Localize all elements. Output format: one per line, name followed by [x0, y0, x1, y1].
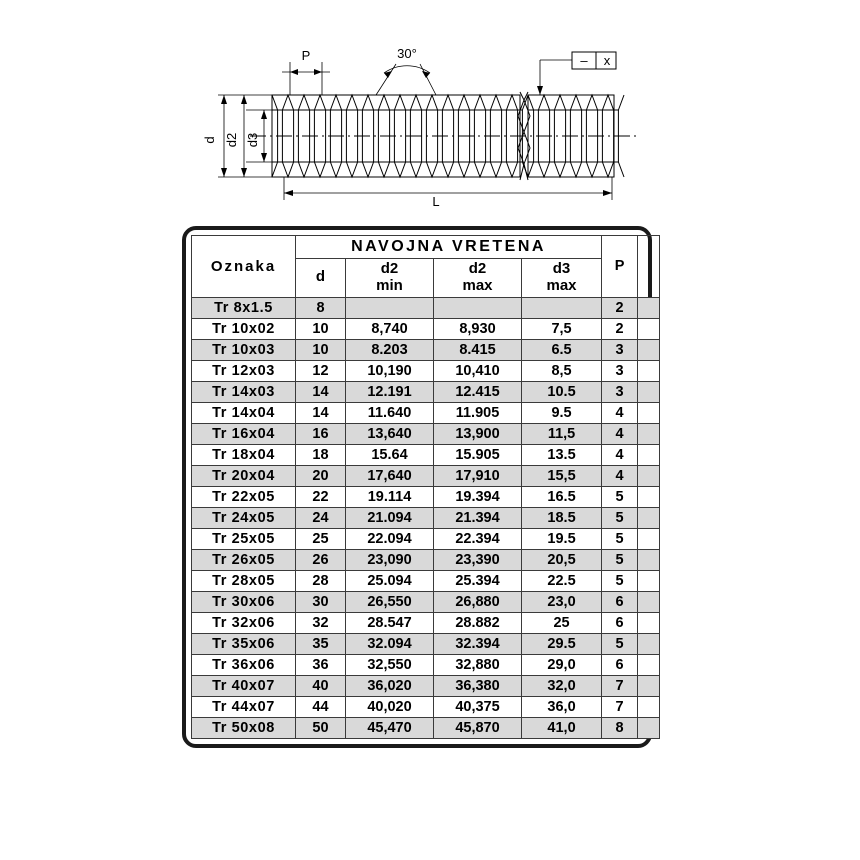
- cell-d2-max: 36,380: [434, 675, 522, 696]
- threaded-spindle-table: [191, 235, 660, 739]
- cell-d3-max: 41,0: [522, 717, 602, 738]
- label-datum: x: [603, 53, 611, 68]
- cell-spare: [638, 654, 660, 675]
- cell-d: 40: [296, 675, 346, 696]
- cell-d3-max: [522, 297, 602, 318]
- cell-pitch: 6: [602, 654, 638, 675]
- cell-d2-min: 10,190: [346, 360, 434, 381]
- header-d2max-line2: max: [462, 276, 493, 294]
- cell-d2-max: 17,910: [434, 465, 522, 486]
- cell-d3-max: 9.5: [522, 402, 602, 423]
- cell-d3-max: 29,0: [522, 654, 602, 675]
- cell-d: 14: [296, 402, 346, 423]
- cell-spare: [638, 570, 660, 591]
- cell-d: 50: [296, 717, 346, 738]
- header-d3max-line1: d3: [552, 260, 571, 277]
- cell-pitch: 5: [602, 486, 638, 507]
- cell-d: 16: [296, 423, 346, 444]
- header-d2-min: [346, 259, 434, 298]
- table-row: [192, 633, 660, 654]
- cell-pitch: 3: [602, 360, 638, 381]
- cell-d: 22: [296, 486, 346, 507]
- cell-d3-max: 13.5: [522, 444, 602, 465]
- cell-d2-min: 32.094: [346, 633, 434, 654]
- cell-d2-min: 8,740: [346, 318, 434, 339]
- cell-spare: [638, 717, 660, 738]
- cell-pitch: 6: [602, 612, 638, 633]
- cell-spare: [638, 549, 660, 570]
- cell-spare: [638, 486, 660, 507]
- cell-d2-max: 23,390: [434, 549, 522, 570]
- cell-designation: Tr 28x05: [192, 570, 296, 591]
- table-row: [192, 444, 660, 465]
- label-datum-prefix: –: [580, 53, 588, 68]
- spec-table-container: [182, 226, 652, 748]
- cell-d2-min: 36,020: [346, 675, 434, 696]
- cell-d3-max: 29.5: [522, 633, 602, 654]
- table-row: [192, 549, 660, 570]
- cell-pitch: 4: [602, 444, 638, 465]
- cell-d3-max: 25: [522, 612, 602, 633]
- cell-d2-min: 11.640: [346, 402, 434, 423]
- table-row: [192, 318, 660, 339]
- cell-d2-max: 28.882: [434, 612, 522, 633]
- cell-d2-min: 25.094: [346, 570, 434, 591]
- cell-d2-max: 25.394: [434, 570, 522, 591]
- header-d2-max: [434, 259, 522, 298]
- table-row: [192, 360, 660, 381]
- cell-d2-min: 40,020: [346, 696, 434, 717]
- cell-d2-min: 23,090: [346, 549, 434, 570]
- cell-spare: [638, 360, 660, 381]
- cell-pitch: 5: [602, 549, 638, 570]
- table-row: [192, 570, 660, 591]
- cell-d: 24: [296, 507, 346, 528]
- header-d3max-line2: max: [546, 276, 577, 294]
- cell-d3-max: 7,5: [522, 318, 602, 339]
- cell-spare: [638, 465, 660, 486]
- cell-designation: Tr 18x04: [192, 444, 296, 465]
- table-row: [192, 696, 660, 717]
- header-oznaka: Oznaka: [192, 236, 296, 298]
- label-d: d: [202, 136, 217, 144]
- table-row: [192, 402, 660, 423]
- cell-pitch: 3: [602, 381, 638, 402]
- cell-d2-max: 45,870: [434, 717, 522, 738]
- cell-designation: Tr 40x07: [192, 675, 296, 696]
- cell-d2-max: 8,930: [434, 318, 522, 339]
- cell-d2-min: 8.203: [346, 339, 434, 360]
- table-row: [192, 297, 660, 318]
- cell-d2-max: 32,880: [434, 654, 522, 675]
- header-p-label: P: [614, 258, 625, 275]
- cell-spare: [638, 507, 660, 528]
- table-title: NAVOJNA VRETENA: [296, 236, 602, 259]
- cell-d2-max: 8.415: [434, 339, 522, 360]
- cell-d2-min: 45,470: [346, 717, 434, 738]
- cell-designation: Tr 44x07: [192, 696, 296, 717]
- header-d2min-line2: min: [376, 276, 403, 294]
- label-d3: d3: [245, 132, 260, 148]
- cell-d: 35: [296, 633, 346, 654]
- table-row: [192, 423, 660, 444]
- cell-pitch: 7: [602, 675, 638, 696]
- cell-d3-max: 16.5: [522, 486, 602, 507]
- cell-d2-min: 22.094: [346, 528, 434, 549]
- label-length: L: [432, 194, 440, 209]
- table-row: [192, 654, 660, 675]
- cell-d: 10: [296, 339, 346, 360]
- table-row: [192, 675, 660, 696]
- cell-d: 8: [296, 297, 346, 318]
- cell-spare: [638, 381, 660, 402]
- header-p: [602, 236, 638, 298]
- table-title-row: [192, 236, 660, 259]
- cell-spare: [638, 696, 660, 717]
- cell-d: 25: [296, 528, 346, 549]
- cell-d2-max: 32.394: [434, 633, 522, 654]
- cell-spare: [638, 444, 660, 465]
- table-row: [192, 528, 660, 549]
- label-d2: d2: [224, 132, 239, 148]
- cell-d2-max: 22.394: [434, 528, 522, 549]
- label-pitch: P: [301, 48, 311, 63]
- cell-designation: Tr 22x05: [192, 486, 296, 507]
- table-body: [192, 297, 660, 738]
- cell-d2-max: 19.394: [434, 486, 522, 507]
- cell-d2-max: 40,375: [434, 696, 522, 717]
- header-d2max-line1: d2: [468, 260, 487, 277]
- header-d: [296, 259, 346, 298]
- cell-designation: Tr 32x06: [192, 612, 296, 633]
- cell-d2-max: 11.905: [434, 402, 522, 423]
- cell-d: 30: [296, 591, 346, 612]
- cell-spare: [638, 297, 660, 318]
- cell-pitch: 5: [602, 528, 638, 549]
- cell-d3-max: 20,5: [522, 549, 602, 570]
- header-d2min-line1: d2: [380, 260, 399, 277]
- cell-designation: Tr 12x03: [192, 360, 296, 381]
- cell-d3-max: 22.5: [522, 570, 602, 591]
- cell-designation: Tr 14x04: [192, 402, 296, 423]
- cell-designation: Tr 20x04: [192, 465, 296, 486]
- cell-d: 32: [296, 612, 346, 633]
- table-row: [192, 612, 660, 633]
- cell-d2-min: 28.547: [346, 612, 434, 633]
- cell-d2-min: 15.64: [346, 444, 434, 465]
- cell-designation: Tr 30x06: [192, 591, 296, 612]
- cell-d: 36: [296, 654, 346, 675]
- cell-d3-max: 10.5: [522, 381, 602, 402]
- cell-d: 26: [296, 549, 346, 570]
- cell-d3-max: 19.5: [522, 528, 602, 549]
- cell-spare: [638, 612, 660, 633]
- cell-pitch: 8: [602, 717, 638, 738]
- cell-d2-min: [346, 297, 434, 318]
- cell-d: 18: [296, 444, 346, 465]
- threaded-spindle-drawing: [0, 0, 860, 215]
- cell-pitch: 5: [602, 507, 638, 528]
- cell-d2-max: [434, 297, 522, 318]
- cell-d2-min: 26,550: [346, 591, 434, 612]
- cell-pitch: 4: [602, 402, 638, 423]
- cell-pitch: 3: [602, 339, 638, 360]
- cell-pitch: 6: [602, 591, 638, 612]
- cell-spare: [638, 423, 660, 444]
- cell-pitch: 2: [602, 297, 638, 318]
- cell-d: 44: [296, 696, 346, 717]
- cell-spare: [638, 402, 660, 423]
- cell-d3-max: 6.5: [522, 339, 602, 360]
- table-row: [192, 465, 660, 486]
- cell-pitch: 5: [602, 570, 638, 591]
- cell-d2-min: 17,640: [346, 465, 434, 486]
- cell-pitch: 4: [602, 465, 638, 486]
- cell-d2-max: 10,410: [434, 360, 522, 381]
- table-row: [192, 339, 660, 360]
- cell-d3-max: 36,0: [522, 696, 602, 717]
- header-d3-max: [522, 259, 602, 298]
- cell-designation: Tr 50x08: [192, 717, 296, 738]
- cell-spare: [638, 318, 660, 339]
- cell-designation: Tr 16x04: [192, 423, 296, 444]
- cell-spare: [638, 633, 660, 654]
- cell-designation: Tr 10x03: [192, 339, 296, 360]
- cell-spare: [638, 591, 660, 612]
- cell-designation: Tr 26x05: [192, 549, 296, 570]
- cell-d3-max: 15,5: [522, 465, 602, 486]
- cell-designation: Tr 24x05: [192, 507, 296, 528]
- cell-d3-max: 23,0: [522, 591, 602, 612]
- header-d-line1: d: [315, 268, 326, 286]
- cell-d: 10: [296, 318, 346, 339]
- cell-designation: Tr 25x05: [192, 528, 296, 549]
- cell-d2-max: 12.415: [434, 381, 522, 402]
- cell-d: 12: [296, 360, 346, 381]
- table-row: [192, 381, 660, 402]
- table-row: [192, 591, 660, 612]
- cell-d3-max: 11,5: [522, 423, 602, 444]
- cell-pitch: 5: [602, 633, 638, 654]
- header-spare: [638, 236, 660, 298]
- cell-d2-max: 26,880: [434, 591, 522, 612]
- cell-d: 20: [296, 465, 346, 486]
- cell-spare: [638, 339, 660, 360]
- cell-designation: Tr 8x1.5: [192, 297, 296, 318]
- cell-d3-max: 32,0: [522, 675, 602, 696]
- table-row: [192, 486, 660, 507]
- cell-pitch: 7: [602, 696, 638, 717]
- cell-pitch: 2: [602, 318, 638, 339]
- cell-d2-max: 13,900: [434, 423, 522, 444]
- table-row: [192, 507, 660, 528]
- cell-d2-min: 19.114: [346, 486, 434, 507]
- cell-d2-max: 21.394: [434, 507, 522, 528]
- cell-d2-min: 12.191: [346, 381, 434, 402]
- cell-d: 14: [296, 381, 346, 402]
- cell-designation: Tr 36x06: [192, 654, 296, 675]
- cell-d2-min: 21.094: [346, 507, 434, 528]
- table-row: [192, 717, 660, 738]
- cell-pitch: 4: [602, 423, 638, 444]
- cell-designation: Tr 35x06: [192, 633, 296, 654]
- cell-designation: Tr 14x03: [192, 381, 296, 402]
- cell-d2-max: 15.905: [434, 444, 522, 465]
- cell-d3-max: 18.5: [522, 507, 602, 528]
- cell-d: 28: [296, 570, 346, 591]
- cell-spare: [638, 675, 660, 696]
- cell-d2-min: 13,640: [346, 423, 434, 444]
- cell-spare: [638, 528, 660, 549]
- table-header: [192, 236, 660, 298]
- label-angle: 30°: [397, 46, 417, 61]
- cell-designation: Tr 10x02: [192, 318, 296, 339]
- cell-d3-max: 8,5: [522, 360, 602, 381]
- cell-d2-min: 32,550: [346, 654, 434, 675]
